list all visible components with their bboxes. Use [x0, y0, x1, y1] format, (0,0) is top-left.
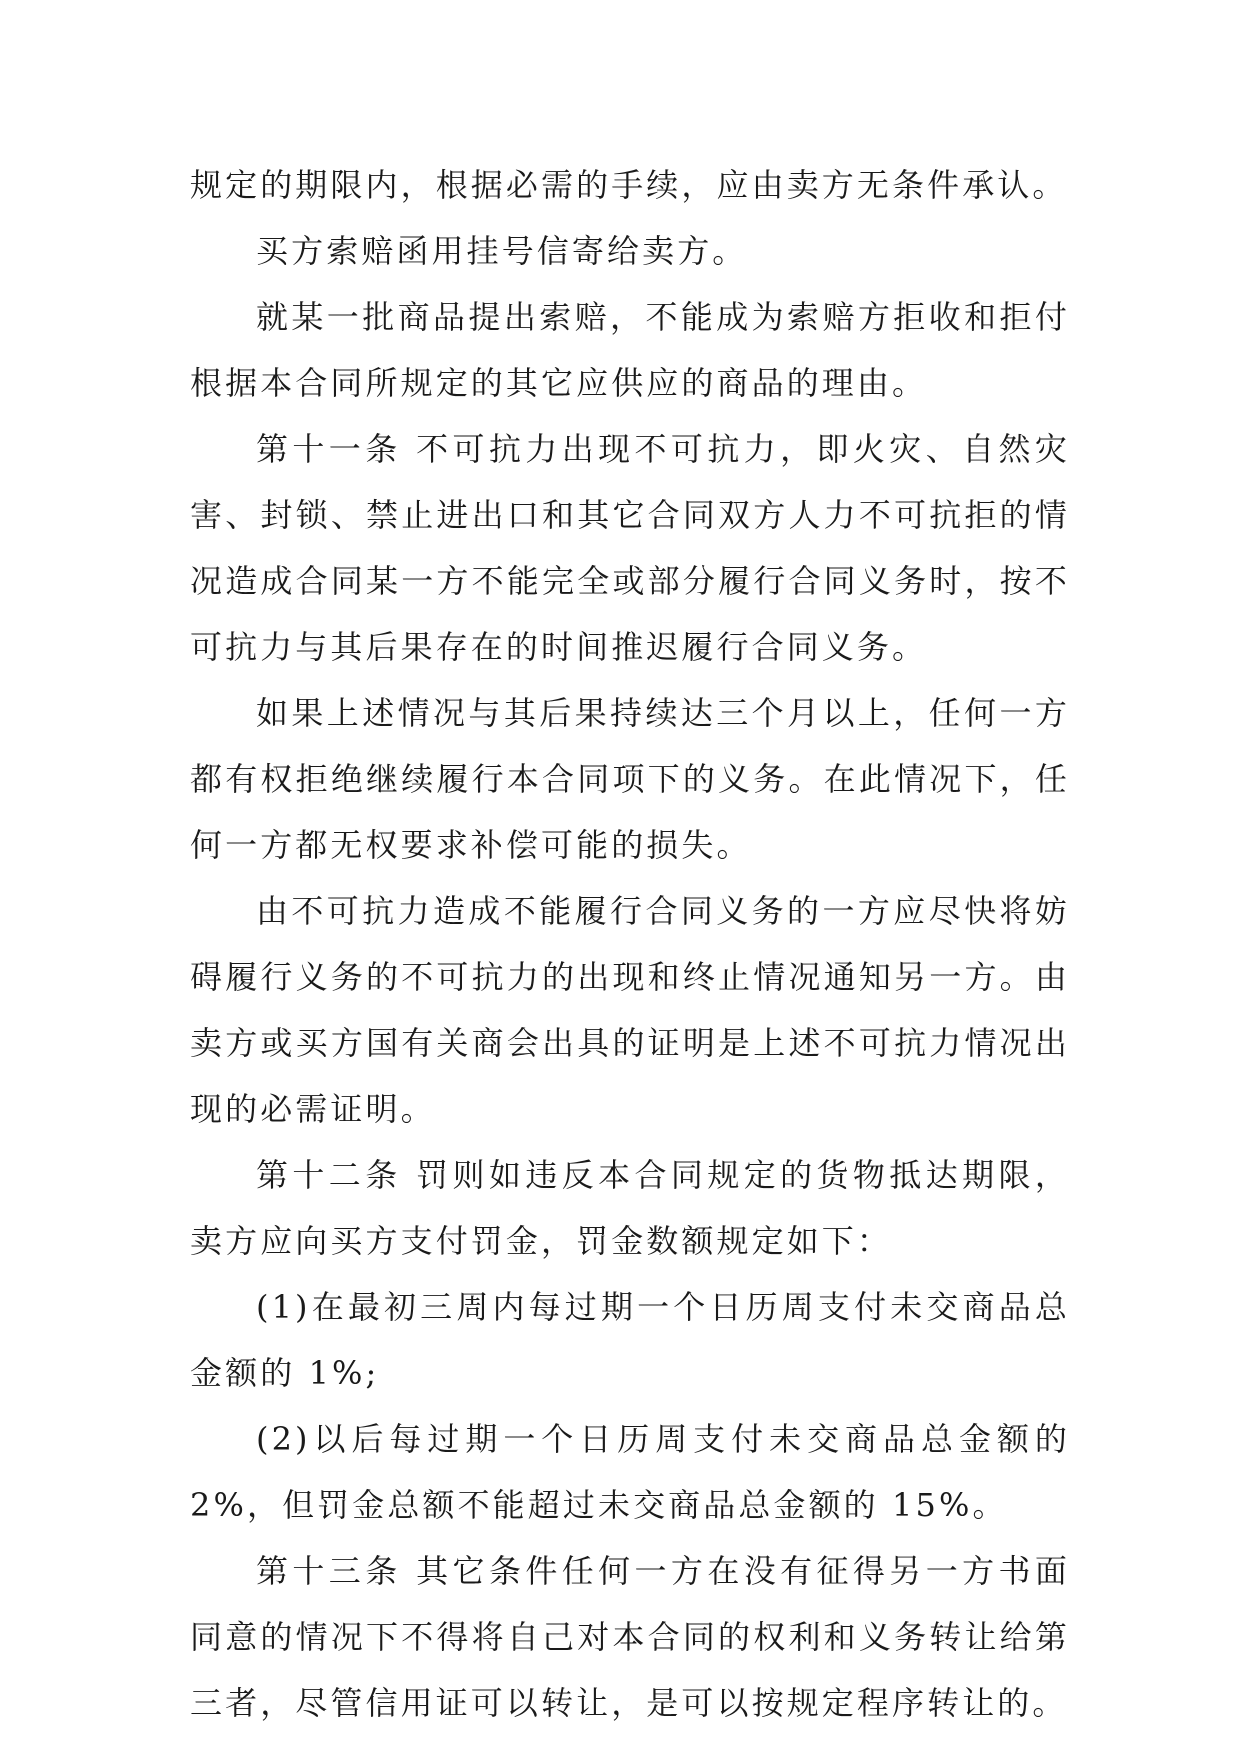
paragraph: 买方索赔函用挂号信寄给卖方。: [256, 232, 748, 270]
paragraph: (1)在最初三周内每过期一个日历周支付未交商品总金额的 1%;: [190, 1288, 1070, 1392]
document-body: [190, 152, 1070, 1736]
paragraph: (2)以后每过期一个日历周支付未交商品总金额的 2%，但罚金总额不能超过未交商品总金额的 15%。: [190, 1420, 1070, 1524]
paragraph: 第十一条 不可抗力出现不可抗力，即火灾、自然灾害、封锁、禁止进出口和其它合同双方人力不可抗拒的情况造成合同某一方不能完全或部分履行合同义务时，按不可抗力与其后果存在的时间推迟履行合同义务。: [190, 430, 1070, 666]
paragraph: 规定的期限内，根据必需的手续，应由卖方无条件承认。: [190, 166, 1068, 204]
paragraph: 如果上述情况与其后果持续达三个月以上，任何一方都有权拒绝继续履行本合同项下的义务。在此情况下，任何一方都无权要求补偿可能的损失。: [190, 694, 1070, 864]
paragraph: 第十二条 罚则如违反本合同规定的货物抵达期限，卖方应向买方支付罚金，罚金数额规定如下：: [190, 1156, 1070, 1260]
paragraph: 就某一批商品提出索赔，不能成为索赔方拒收和拒付根据本合同所规定的其它应供应的商品的理由。: [190, 298, 1070, 402]
paragraph: 由不可抗力造成不能履行合同义务的一方应尽快将妨碍履行义务的不可抗力的出现和终止情况通知另一方。由卖方或买方国有关商会出具的证明是上述不可抗力情况出现的必需证明。: [190, 892, 1070, 1128]
paragraph: 第十三条 其它条件任何一方在没有征得另一方书面同意的情况下不得将自己对本合同的权利和义务转让给第三者，尽管信用证可以转让，是可以按规定程序转让的。: [190, 1552, 1070, 1722]
